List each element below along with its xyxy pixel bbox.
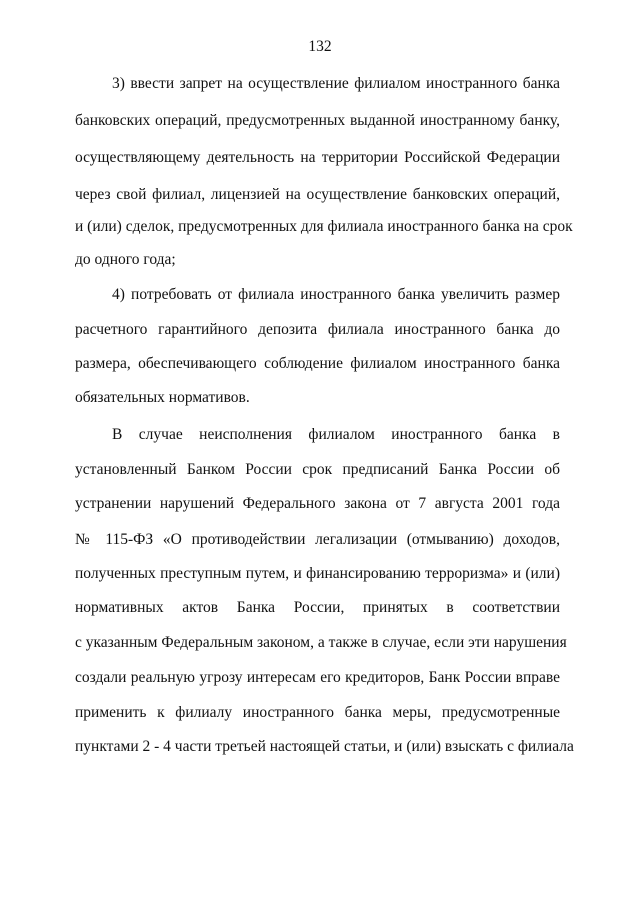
text-line: осуществляющему деятельность на территории Российской Федерации <box>75 149 560 166</box>
text-line: 4) потребовать от филиала иностранного банка увеличить размер <box>112 286 560 303</box>
text-line: создали реальную угрозу интересам его кредиторов, Банк России вправе <box>75 669 560 686</box>
text-line: устранении нарушений Федерального закона от 7 августа 2001 года <box>75 495 560 512</box>
text-line: применить к филиалу иностранного банка меры, предусмотренные <box>75 704 560 721</box>
text-line: полученных преступным путем, и финансированию терроризма» и (или) <box>75 565 560 582</box>
text-line: до одного года; <box>75 251 176 268</box>
text-line: В случае неисполнения филиалом иностранного банка в <box>112 426 560 443</box>
text-line: расчетного гарантийного депозита филиала иностранного банка до <box>75 321 560 338</box>
text-line: 3) ввести запрет на осуществление филиалом иностранного банка <box>112 75 560 92</box>
text-line: с указанным Федеральным законом, а также в случае, если эти нарушения <box>75 634 567 651</box>
page-number: 132 <box>308 38 332 55</box>
text-line: размера, обеспечивающего соблюдение филиалом иностранного банка <box>75 355 560 372</box>
text-line: и (или) сделок, предусмотренных для филиала иностранного банка на срок <box>75 218 573 235</box>
text-line: банковских операций, предусмотренных выданной иностранному банку, <box>75 112 560 129</box>
text-line: нормативных актов Банка России, принятых в соответствии <box>75 599 560 616</box>
text-line: обязательных нормативов. <box>75 389 250 406</box>
text-line: пунктами 2 - 4 части третьей настоящей статьи, и (или) взыскать с филиала <box>75 738 574 755</box>
text-line: № 115-ФЗ «О противодействии легализации (отмыванию) доходов, <box>75 531 560 548</box>
text-line: установленный Банком России срок предписаний Банка России об <box>75 461 560 478</box>
text-line: через свой филиал, лицензией на осуществление банковских операций, <box>75 186 560 203</box>
